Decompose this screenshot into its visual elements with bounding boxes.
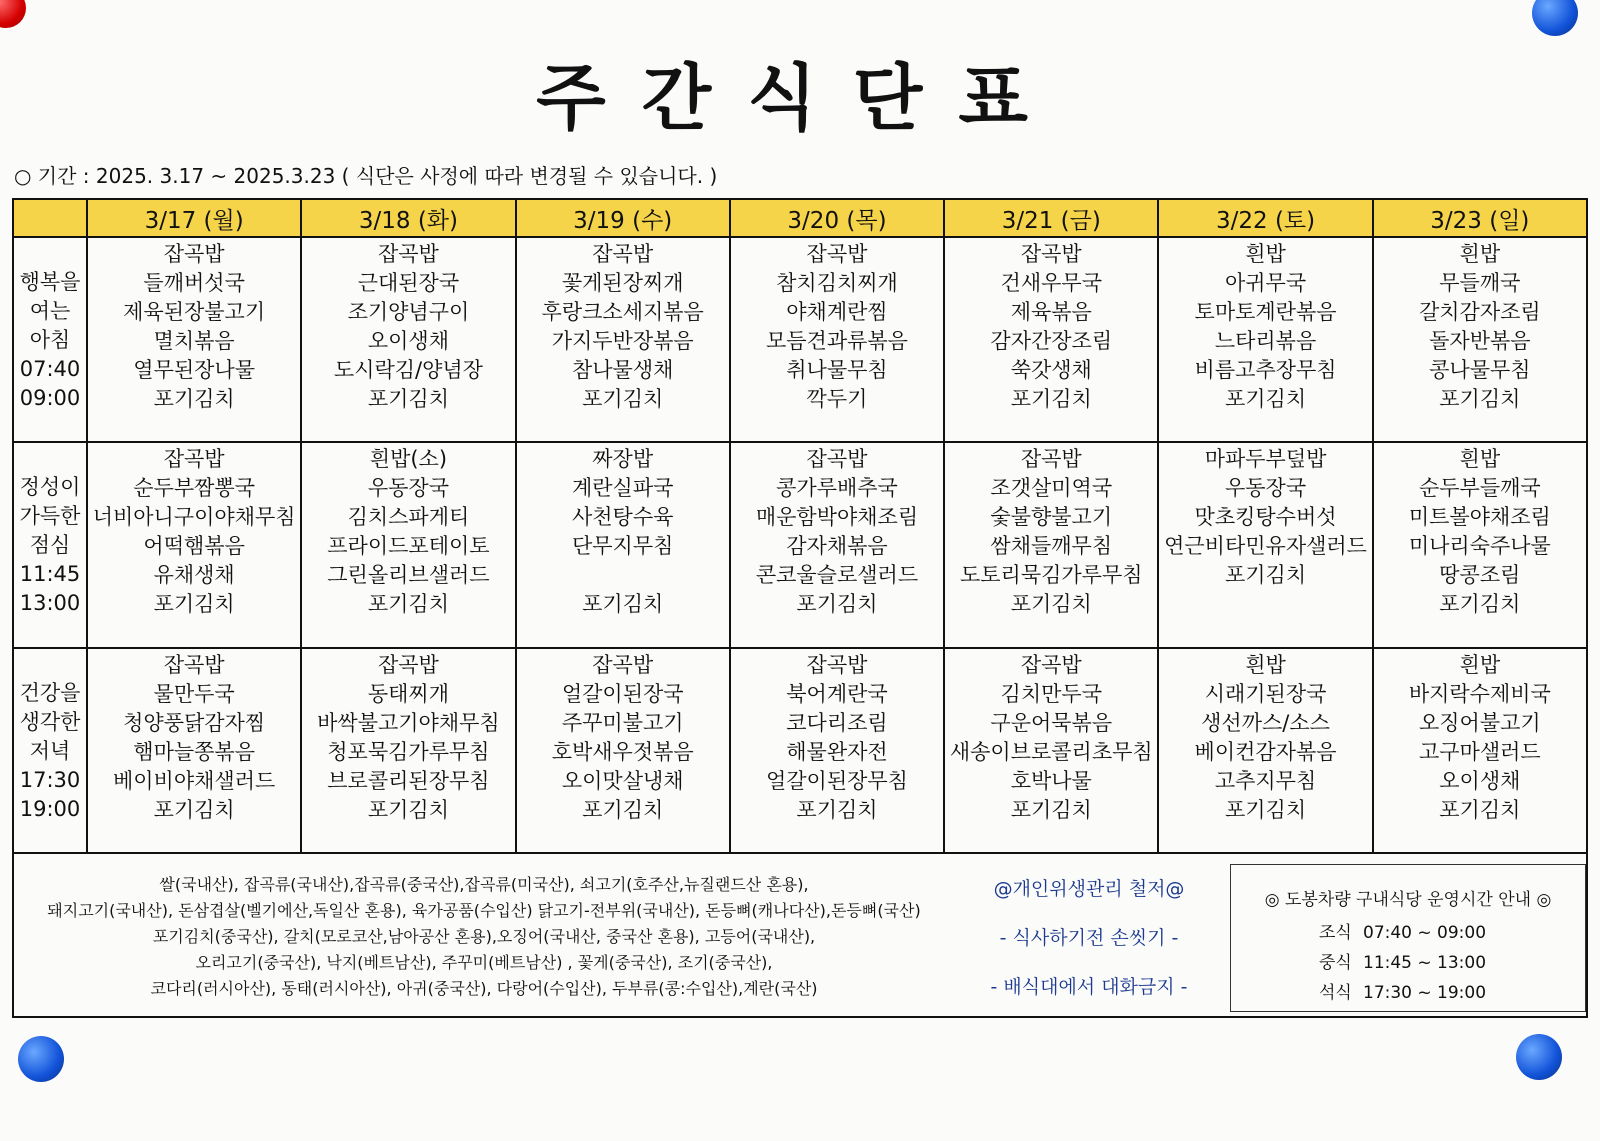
- meal-label-line: 07:40: [19, 357, 81, 382]
- dish-item: 쑥갓생채: [1010, 358, 1092, 382]
- meal-label-line: 점심: [29, 533, 71, 558]
- blue-pushpin-icon: [1516, 1034, 1562, 1080]
- dish-item: 호박나물: [1010, 768, 1092, 793]
- dish-item: 포기김치: [1224, 387, 1307, 411]
- hours-time: 07:40 ~ 09:00: [1363, 923, 1487, 943]
- menu-cell: [1158, 648, 1372, 853]
- blue-pushpin-icon: [1532, 0, 1578, 36]
- hours-row: [1231, 918, 1585, 948]
- dish-item: 포기김치: [582, 592, 664, 617]
- dish-item: 도토리묵김가루무침: [959, 563, 1143, 588]
- dish-item: 포기김치: [1439, 387, 1521, 411]
- meal-row: [13, 237, 1587, 442]
- blue-pushpin-icon: [18, 1036, 64, 1082]
- day-header: 3/21 (금): [944, 199, 1158, 237]
- dish-item: 흰밥: [1459, 242, 1501, 266]
- dish-item: 흰밥: [1459, 652, 1501, 677]
- menu-cell: [516, 648, 730, 853]
- dish-item: 멸치볶음: [153, 329, 235, 353]
- meal-label-line: 11:45: [19, 562, 81, 587]
- dish-item: 새송이브로콜리초무침: [949, 739, 1153, 764]
- dish-item: 브로콜리된장무침: [327, 768, 490, 793]
- meal-label-line: 행복을: [19, 270, 81, 295]
- dish-item: 주꾸미불고기: [561, 710, 684, 735]
- meal-label-line: 아침: [29, 328, 71, 353]
- dish-item: 돌자반볶음: [1429, 329, 1531, 353]
- dish-item: 포기김치: [153, 592, 235, 617]
- dish-item: 무들깨국: [1439, 271, 1521, 295]
- dish-item: 잡곡밥: [377, 242, 439, 266]
- dish-item: 바싹불고기야채무침: [317, 710, 500, 735]
- dish-item: 조갯살미역국: [990, 476, 1113, 501]
- dish-item: 북어계란국: [786, 681, 888, 706]
- dish-item: 잡곡밥: [806, 447, 868, 472]
- dish-item: 포기김치: [1010, 387, 1092, 411]
- dish-item: 잡곡밥: [592, 242, 654, 266]
- dish-item: 어떡햄볶음: [143, 534, 245, 559]
- dish-item: 청양풍닭감자찜: [123, 710, 266, 735]
- dish-item: 유채생채: [153, 563, 235, 588]
- dish-item: 그린올리브샐러드: [327, 563, 490, 588]
- dish-item: 갈치감자조림: [1418, 300, 1541, 324]
- red-pushpin-icon: [0, 0, 26, 28]
- dish-item: 포기김치: [1439, 592, 1521, 617]
- day-header: 3/19 (수): [516, 199, 730, 237]
- dish-item: 마파두부덮밥: [1204, 447, 1327, 472]
- dish-item: 구운어묵볶음: [990, 710, 1113, 735]
- dish-item: 고추지무침: [1214, 768, 1317, 793]
- dish-item: 우동장국: [367, 476, 449, 501]
- dish-item: 포기김치: [1010, 797, 1092, 822]
- dish-item: 얼갈이된장국: [561, 681, 684, 706]
- dish-item: 콘코울슬로샐러드: [755, 563, 919, 588]
- dish-item: 흰밥(소): [369, 447, 448, 472]
- dish-item: 김치스파게티: [347, 505, 470, 530]
- hours-title: ◎ 도봉차량 구내식당 운영시간 안내 ◎: [1264, 890, 1552, 910]
- origin-line: 오리고기(중국산), 낙지(베트남산), 주꾸미(베트남산) , 꽃게(중국산), 조기(중국산),: [195, 953, 773, 972]
- dish-item: 잡곡밥: [1020, 652, 1082, 677]
- dish-item: 근대된장국: [357, 271, 460, 295]
- dish-item: 참치김치찌개: [776, 271, 898, 295]
- hours-row: [1231, 978, 1585, 1008]
- hours-label: 중식: [1319, 953, 1352, 973]
- dish-item: 잡곡밥: [163, 652, 225, 677]
- origin-line: 포기김치(중국산), 갈치(모로코산,남아공산 혼용),오징어(국내산, 중국산 혼용), 고등어(국내산),: [152, 927, 816, 946]
- dish-item: 잡곡밥: [592, 652, 654, 677]
- meal-label-line: 17:30: [19, 767, 81, 792]
- hours-label: 석식: [1319, 983, 1352, 1003]
- dish-item: 참나물생채: [571, 358, 674, 382]
- menu-cell: [301, 237, 515, 442]
- dish-item: 포기김치: [153, 387, 235, 411]
- dish-item: 연근비타민유자샐러드: [1164, 534, 1367, 559]
- dish-item: 도시락김/양념장: [333, 358, 483, 382]
- corner-cell: [13, 199, 87, 237]
- dish-item: 포기김치: [367, 592, 449, 617]
- dish-item: 숯불향불고기: [990, 505, 1113, 530]
- dish-item: 콩나물무침: [1429, 358, 1531, 382]
- origin-info: [14, 872, 954, 1002]
- dish-item: 맛초킹탕수버섯: [1194, 505, 1337, 530]
- dish-item: 계란실파국: [571, 476, 674, 501]
- hours-row: [1231, 948, 1585, 978]
- day-header: 3/23 (일): [1373, 199, 1587, 237]
- dish-item: 햄마늘쫑볶음: [133, 739, 255, 764]
- dish-item: 제육볶음: [1010, 300, 1092, 324]
- day-header: 3/17 (월): [87, 199, 301, 237]
- menu-cell: [87, 648, 301, 853]
- dish-item: 포기김치: [1224, 563, 1307, 588]
- dish-item: 토마토계란볶음: [1194, 300, 1337, 324]
- dish-item: [517, 561, 729, 590]
- meal-label-line: 생각한: [19, 709, 81, 734]
- menu-cell: [730, 648, 944, 853]
- dish-item: 베이비야채샐러드: [112, 768, 276, 793]
- dish-item: 포기김치: [367, 797, 449, 822]
- meal-label: [13, 648, 87, 853]
- dish-item: 얼갈이된장무침: [765, 768, 908, 793]
- day-header: 3/20 (목): [730, 199, 944, 237]
- dish-item: 잡곡밥: [806, 652, 868, 677]
- dish-item: 꽃게된장찌개: [561, 271, 684, 295]
- dish-item: 잡곡밥: [1020, 447, 1082, 472]
- dish-item: 오이맛살냉채: [561, 768, 684, 793]
- menu-cell: [87, 442, 301, 647]
- footer-panel: [12, 854, 1588, 1018]
- dish-item: 포기김치: [1439, 797, 1521, 822]
- menu-cell: [1373, 237, 1587, 442]
- dish-item: 매운함박야채조림: [755, 505, 919, 530]
- menu-cell: [1158, 237, 1372, 442]
- dish-item: 미트볼야채조림: [1408, 505, 1551, 530]
- meal-row: [13, 648, 1587, 853]
- meal-label-line: 09:00: [19, 386, 81, 411]
- origin-line: 코다리(러시아산), 동태(러시아산), 아귀(중국산), 다랑어(수입산), 두부류(콩:수입산),계란(국산): [150, 979, 818, 998]
- dish-item: 감자채볶음: [786, 534, 888, 559]
- meal-row: [13, 442, 1587, 647]
- dish-item: 오이생채: [367, 329, 449, 353]
- dish-item: 들깨버섯국: [143, 271, 245, 295]
- dish-item: 호박새우젓볶음: [551, 739, 694, 764]
- origin-line: 돼지고기(국내산), 돈삼겹살(벨기에산,독일산 혼용), 육가공품(수입산) 닭고기-전부위(국내산), 돈등뼈(캐나다산),돈등뼈(국산): [47, 901, 921, 920]
- origin-line: 쌀(국내산), 잡곡류(국내산),잡곡류(중국산),잡곡류(미국산), 쇠고기(호주산,뉴질랜드산 혼용),: [159, 875, 809, 894]
- dish-item: 가지두반장볶음: [551, 329, 694, 353]
- dish-item: 오징어불고기: [1418, 710, 1541, 735]
- dish-item: 아귀무국: [1224, 271, 1307, 295]
- hours-label: 조식: [1319, 923, 1352, 943]
- dish-item: 짜장밥: [592, 447, 654, 472]
- day-header: 3/22 (토): [1158, 199, 1372, 237]
- dish-item: 포기김치: [367, 387, 449, 411]
- hygiene-notice: [964, 874, 1214, 1021]
- dish-item: 생선까스/소스: [1201, 710, 1330, 735]
- meal-label: [13, 442, 87, 647]
- dish-item: 순두부들깨국: [1418, 476, 1541, 501]
- dish-item: 포기김치: [1224, 797, 1307, 822]
- dish-item: 건새우무국: [1000, 271, 1102, 295]
- dish-item: 느타리볶음: [1214, 329, 1317, 353]
- menu-cell: [1373, 648, 1587, 853]
- dish-item: 순두부짬뽕국: [133, 476, 255, 501]
- dish-item: 동태찌개: [367, 681, 449, 706]
- dish-item: 쌈채들깨무침: [990, 534, 1113, 559]
- dish-item: 우동장국: [1224, 476, 1307, 501]
- dish-item: 포기김치: [796, 797, 878, 822]
- meal-label-line: 19:00: [19, 796, 81, 821]
- dish-item: 베이컨감자볶음: [1194, 739, 1337, 764]
- operating-hours-box: [1230, 864, 1586, 1012]
- dish-item: 포기김치: [582, 797, 664, 822]
- hours-time: 11:45 ~ 13:00: [1363, 953, 1487, 973]
- menu-cell: [1373, 442, 1587, 647]
- meal-label-line: 건강을: [19, 680, 81, 705]
- dish-item: 포기김치: [153, 797, 235, 822]
- hygiene-line: - 식사하기전 손씻기 -: [999, 927, 1179, 949]
- meal-label-line: 저녁: [29, 738, 71, 763]
- menu-cell: [730, 442, 944, 647]
- menu-cell: [516, 237, 730, 442]
- meal-label-line: 여는: [29, 299, 71, 324]
- dish-item: 비름고추장무침: [1194, 358, 1337, 382]
- dish-item: 열무된장나물: [133, 358, 255, 382]
- dish-item: 잡곡밥: [1020, 242, 1082, 266]
- menu-cell: [730, 237, 944, 442]
- dish-item: 고구마샐러드: [1418, 739, 1541, 764]
- dish-item: 야채계란찜: [786, 300, 888, 324]
- dish-item: 시래기된장국: [1204, 681, 1327, 706]
- menu-cell: [944, 237, 1158, 442]
- meal-label-line: 13:00: [19, 591, 81, 616]
- dish-item: 코다리조림: [786, 710, 888, 735]
- meal-label-line: 가득한: [19, 504, 81, 529]
- dish-item: 조기양념구이: [347, 300, 470, 324]
- menu-cell: [301, 442, 515, 647]
- period-note: ○ 기간 : 2025. 3.17 ~ 2025.3.23 ( 식단은 사정에 따라 변경될 수 있습니다. ): [14, 164, 718, 188]
- dish-item: 후랑크소세지볶음: [541, 300, 704, 324]
- menu-cell: [87, 237, 301, 442]
- dish-item: 김치만두국: [1000, 681, 1102, 706]
- dish-item: 청포묵김가루무침: [327, 739, 490, 764]
- dish-item: 물만두국: [153, 681, 235, 706]
- dish-item: 잡곡밥: [163, 242, 225, 266]
- meal-label: [13, 237, 87, 442]
- dish-item: 해물완자전: [786, 739, 888, 764]
- dish-item: 잡곡밥: [163, 447, 225, 472]
- dish-item: 포기김치: [1010, 592, 1092, 617]
- dish-item: 너비아니구이야채무침: [92, 505, 296, 530]
- dish-item: 콩가루배추국: [776, 476, 898, 501]
- hygiene-title: @개인위생관리 철저@: [993, 878, 1185, 900]
- dish-item: 단무지무침: [571, 534, 674, 559]
- dish-item: 흰밥: [1245, 242, 1286, 266]
- dish-item: 잡곡밥: [806, 242, 868, 266]
- dish-item: 잡곡밥: [377, 652, 439, 677]
- dish-item: 미나리숙주나물: [1408, 534, 1551, 559]
- dish-item: 취나물무침: [786, 358, 888, 382]
- dish-item: 깍두기: [806, 387, 868, 411]
- dish-item: 모듬견과류볶음: [765, 329, 908, 353]
- day-header: 3/18 (화): [301, 199, 515, 237]
- dish-item: 땅콩조림: [1439, 563, 1521, 588]
- dish-item: 흰밥: [1459, 447, 1501, 472]
- dish-item: 포기김치: [582, 387, 664, 411]
- meal-label-line: 정성이: [19, 475, 81, 500]
- dish-item: 포기김치: [796, 592, 878, 617]
- menu-cell: [516, 442, 730, 647]
- dish-item: 사천탕수육: [571, 505, 674, 530]
- dish-item: 흰밥: [1245, 652, 1286, 677]
- dish-item: 프라이드포테이토: [327, 534, 490, 559]
- dish-item: 오이생채: [1439, 768, 1521, 793]
- dish-item: 제육된장불고기: [123, 300, 266, 324]
- page-title: 주간식단표: [536, 56, 1064, 140]
- menu-cell: [944, 648, 1158, 853]
- dish-item: 바지락수제비국: [1408, 681, 1551, 706]
- dish-item: 감자간장조림: [990, 329, 1113, 353]
- hours-time: 17:30 ~ 19:00: [1363, 983, 1487, 1003]
- menu-cell: [301, 648, 515, 853]
- hygiene-line: - 배식대에서 대화금지 -: [990, 976, 1188, 998]
- day-header-row: [13, 199, 1587, 237]
- menu-cell: [1158, 442, 1372, 647]
- menu-cell: [944, 442, 1158, 647]
- menu-table: [12, 198, 1588, 854]
